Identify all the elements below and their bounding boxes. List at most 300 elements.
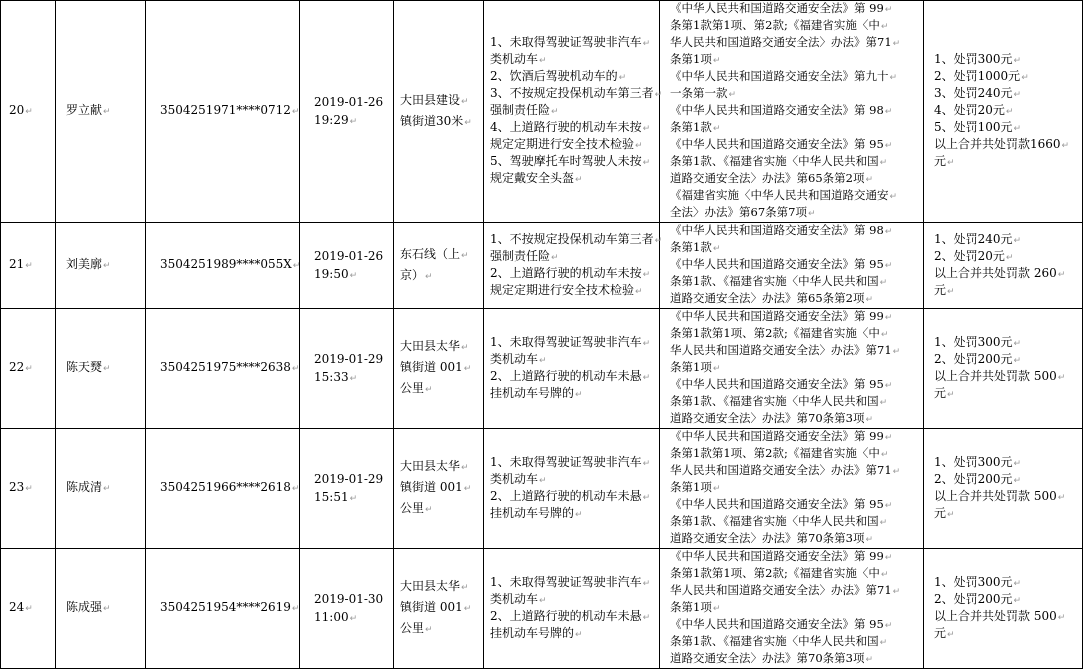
legal-basis-line-text: 条第1款、《福建省实施〈中华人民共和国 (670, 634, 879, 648)
violation-place-line (400, 112, 473, 133)
legal-basis-line-text: 华人民共和国道路交通安全法〉办法》第71 (670, 35, 892, 49)
legal-basis-line-text: 条第1款第1项、第2款;《福建省实施〈中 (670, 326, 880, 340)
legal-basis (660, 223, 924, 309)
paragraph-mark-icon: ↵ (1013, 90, 1022, 100)
violation-acts-line (490, 69, 656, 86)
paragraph-mark-icon: ↵ (884, 553, 893, 563)
violation-acts-line (490, 369, 656, 386)
person-name (56, 1, 146, 223)
violation-acts (484, 429, 660, 549)
penalty-line-text: 2、处罚200元 (934, 591, 1013, 606)
paragraph-mark-icon: ↵ (884, 381, 893, 391)
paragraph-mark-icon: ↵ (291, 107, 300, 117)
violation-clock-line (314, 111, 390, 131)
violation-acts-line-text: 挂机动车号牌的 (490, 385, 575, 400)
legal-basis-line (670, 257, 915, 274)
violation-clock-text: 19:50 (314, 266, 349, 281)
paragraph-mark-icon: ↵ (1013, 595, 1022, 606)
penalty-line (934, 369, 1079, 386)
paragraph-mark-icon: ↵ (865, 175, 873, 185)
violation-acts-line (490, 35, 656, 52)
paragraph-mark-icon: ↵ (25, 604, 33, 614)
legal-basis-line (670, 480, 915, 497)
paragraph-mark-icon: ↵ (884, 5, 893, 15)
paragraph-mark-icon: ↵ (25, 107, 33, 117)
penalty-line-text: 1、处罚300元 (934, 334, 1013, 349)
penalty (924, 309, 1083, 429)
row-number-text: 21 (9, 257, 25, 271)
paragraph-mark-icon: ↵ (642, 612, 651, 623)
paragraph-mark-icon: ↵ (618, 73, 627, 83)
penalty-line (934, 120, 1079, 137)
violation-acts-line (490, 137, 656, 154)
penalty-line-text: 5、处罚100元 (934, 120, 1013, 134)
paragraph-mark-icon: ↵ (712, 124, 721, 134)
legal-basis-line-text: 道路交通安全法〉办法》第65条第2项 (670, 171, 865, 185)
paragraph-mark-icon: ↵ (425, 271, 433, 282)
violation-date-text: 2019-01-26 (314, 248, 384, 263)
paragraph-mark-icon: ↵ (728, 90, 737, 100)
paragraph-mark-icon: ↵ (712, 244, 721, 254)
paragraph-mark-icon: ↵ (463, 364, 472, 374)
penalty-line-text: 以上合并共处罚款 500 (934, 488, 1057, 503)
paragraph-mark-icon: ↵ (892, 467, 901, 477)
table-row (1, 223, 1083, 309)
legal-basis-line (670, 326, 915, 343)
paragraph-mark-icon: ↵ (807, 209, 816, 219)
person-name (56, 309, 146, 429)
paragraph-mark-icon: ↵ (642, 158, 651, 168)
paragraph-mark-icon: ↵ (880, 22, 889, 32)
paragraph-mark-icon: ↵ (865, 415, 873, 425)
paragraph-mark-icon: ↵ (463, 484, 472, 494)
legal-basis (660, 429, 924, 549)
person-name (56, 223, 146, 309)
paragraph-mark-icon: ↵ (1005, 107, 1014, 117)
penalty-line-text: 1、处罚240元 (934, 231, 1013, 246)
violation-acts-line-text: 挂机动车号牌的 (490, 505, 575, 520)
legal-basis-line-text: 《中华人民共和国道路交通安全法》第 99 (670, 309, 884, 323)
violation-place-line (400, 91, 473, 112)
legal-basis-line-text: 华人民共和国道路交通安全法〉办法》第71 (670, 583, 892, 597)
row-number-text: 24 (9, 600, 25, 614)
paragraph-mark-icon: ↵ (884, 261, 893, 271)
paragraph-mark-icon: ↵ (103, 484, 111, 494)
paragraph-mark-icon: ↵ (1057, 269, 1066, 280)
legal-basis-line (670, 120, 915, 137)
violation-acts-line-text: 强制责任险 (490, 248, 551, 263)
paragraph-mark-icon: ↵ (575, 629, 583, 640)
legal-basis-line (670, 429, 915, 446)
paragraph-mark-icon: ↵ (1061, 141, 1070, 151)
legal-basis-line (670, 1, 915, 18)
legal-basis-line (670, 446, 915, 463)
violation-place-line-text: 京） (400, 267, 425, 282)
paragraph-mark-icon: ↵ (947, 509, 955, 520)
paragraph-mark-icon: ↵ (551, 107, 559, 117)
legal-basis-line (670, 617, 915, 634)
penalty-line (934, 626, 1079, 643)
paragraph-mark-icon: ↵ (642, 338, 651, 349)
violation-place-line (400, 266, 473, 287)
penalty-line-text: 1、处罚300元 (934, 454, 1013, 469)
violation-place (394, 1, 484, 223)
legal-basis-line (670, 52, 915, 69)
violation-place-line (400, 245, 473, 266)
person-name-text: 刘美廓 (66, 257, 103, 271)
id-number-text: 3504251975****2638 (160, 360, 291, 374)
paragraph-mark-icon: ↵ (103, 261, 111, 271)
paragraph-mark-icon: ↵ (103, 604, 111, 614)
penalty-line-text: 1、处罚300元 (934, 574, 1013, 589)
paragraph-mark-icon: ↵ (712, 364, 721, 374)
penalty (924, 429, 1083, 549)
legal-basis-line (670, 205, 915, 222)
violation-acts-line (490, 472, 656, 489)
legal-basis-line (670, 18, 915, 35)
id-number (146, 429, 300, 549)
paragraph-mark-icon: ↵ (575, 509, 583, 520)
id-number (146, 309, 300, 429)
violation-acts-line-text: 1、不按规定投保机动车第三者 (490, 231, 654, 246)
violation-acts (484, 309, 660, 429)
violation-acts-line-text: 类机动车 (490, 471, 539, 486)
paragraph-mark-icon: ↵ (425, 505, 433, 515)
violation-acts-line (490, 52, 656, 69)
violation-acts-line-text: 1、未取得驾驶证驾驶非汽车 (490, 35, 642, 49)
paragraph-mark-icon: ↵ (425, 625, 433, 635)
paragraph-mark-icon: ↵ (1013, 355, 1022, 366)
penalty-line (934, 52, 1079, 69)
paragraph-mark-icon: ↵ (892, 39, 901, 49)
table-row (1, 1, 1083, 223)
violation-time (300, 549, 394, 669)
penalty-line-text: 1、处罚300元 (934, 52, 1013, 66)
id-number (146, 1, 300, 223)
legal-basis-line-text: 《中华人民共和国道路交通安全法》第 95 (670, 257, 884, 271)
violation-acts-line (490, 103, 656, 120)
paragraph-mark-icon: ↵ (291, 364, 300, 374)
penalty-line-text: 2、处罚200元 (934, 351, 1013, 366)
id-number (146, 223, 300, 309)
paragraph-mark-icon: ↵ (879, 278, 888, 288)
penalty-line (934, 489, 1079, 506)
paragraph-mark-icon: ↵ (884, 107, 893, 117)
violation-clock-line (314, 265, 390, 285)
violation-place-line (400, 598, 473, 619)
table-row (1, 429, 1083, 549)
legal-basis-line (670, 188, 915, 205)
penalty-line (934, 232, 1079, 249)
violation-acts-line (490, 283, 656, 300)
legal-basis-line-text: 条第1款、《福建省实施〈中华人民共和国 (670, 274, 879, 288)
paragraph-mark-icon: ↵ (642, 372, 651, 383)
legal-basis (660, 549, 924, 669)
penalty (924, 1, 1083, 223)
legal-basis-line (670, 309, 915, 326)
violation-place-line (400, 457, 473, 478)
paragraph-mark-icon: ↵ (642, 492, 651, 503)
violation-place-line-text: 大田县太华 (400, 339, 461, 353)
legal-basis-line (670, 583, 915, 600)
violation-place-line-text: 公里 (400, 501, 425, 515)
violation-acts-line (490, 352, 656, 369)
violation-acts-line (490, 455, 656, 472)
paragraph-mark-icon: ↵ (884, 501, 893, 511)
legal-basis-line (670, 86, 915, 103)
penalty-line (934, 575, 1079, 592)
legal-basis-line-text: 《中华人民共和国道路交通安全法》第九十 (670, 69, 889, 83)
paragraph-mark-icon: ↵ (879, 518, 888, 528)
penalty (924, 549, 1083, 669)
person-name-text: 陈成强 (66, 600, 103, 614)
penalty-line (934, 455, 1079, 472)
paragraph-mark-icon: ↵ (349, 613, 358, 624)
row-number (1, 309, 56, 429)
paragraph-mark-icon: ↵ (539, 475, 547, 486)
legal-basis-line (670, 651, 915, 668)
violation-acts-line-text: 2、上道路行驶的机动车未悬 (490, 608, 642, 623)
person-name-text: 罗立献 (66, 103, 103, 117)
penalty-line-text: 2、处罚200元 (934, 471, 1013, 486)
person-name (56, 429, 146, 549)
violation-acts-line (490, 626, 656, 643)
paragraph-mark-icon: ↵ (349, 270, 358, 281)
paragraph-mark-icon: ↵ (884, 433, 893, 443)
penalty-line (934, 249, 1079, 266)
paragraph-mark-icon: ↵ (1013, 56, 1022, 66)
violation-acts-line (490, 506, 656, 523)
id-number-text: 3504251989****055X (160, 257, 292, 271)
violation-clock-line (314, 368, 390, 388)
penalty-line-text: 3、处罚240元 (934, 86, 1013, 100)
violation-acts-line-text: 3、不按规定投保机动车第三者 (490, 86, 654, 100)
violation-place-line-text: 镇街道 001 (400, 480, 463, 494)
legal-basis-line-text: 《中华人民共和国道路交通安全法》第 95 (670, 497, 884, 511)
violation-clock-text: 19:29 (314, 112, 349, 127)
paragraph-mark-icon: ↵ (879, 158, 888, 168)
legal-basis-line-text: 条第1款第1项、第2款;《福建省实施〈中 (670, 446, 880, 460)
violation-acts-line (490, 231, 663, 249)
violation-acts-line-text: 规定定期进行安全技术检验 (490, 282, 635, 297)
paragraph-mark-icon: ↵ (947, 629, 955, 640)
penalty-line (934, 609, 1079, 626)
legal-basis-line-text: 《中华人民共和国道路交通安全法》第 98 (670, 103, 884, 117)
legal-basis-line (670, 223, 915, 240)
legal-basis-line (670, 69, 915, 86)
penalty-line (934, 506, 1079, 523)
legal-basis-line-text: 条第1款 (670, 120, 712, 134)
violation-date-text: 2019-01-29 (314, 471, 384, 486)
legal-basis-line (670, 549, 915, 566)
paragraph-mark-icon: ↵ (464, 117, 472, 128)
violation-acts-line (490, 575, 656, 592)
paragraph-mark-icon: ↵ (103, 107, 111, 117)
violation-acts-line-text: 4、上道路行驶的机动车未按 (490, 120, 642, 134)
paragraph-mark-icon: ↵ (463, 604, 472, 614)
legal-basis-line (670, 514, 915, 531)
row-number (1, 1, 56, 223)
paragraph-mark-icon: ↵ (25, 364, 33, 374)
row-number (1, 549, 56, 669)
person-name-text: 陈天燹 (66, 360, 103, 374)
legal-basis-line (670, 377, 915, 394)
paragraph-mark-icon: ↵ (461, 96, 469, 107)
legal-basis-line (670, 566, 915, 583)
table-row (1, 309, 1083, 429)
legal-basis-line-text: 条第1款第1项、第2款;《福建省实施〈中 (670, 566, 880, 580)
paragraph-mark-icon: ↵ (1057, 372, 1066, 383)
id-number (146, 549, 300, 669)
legal-basis-line (670, 394, 915, 411)
penalty-line (934, 69, 1079, 86)
penalty-line (934, 154, 1079, 171)
legal-basis-line-text: 条第1款、《福建省实施〈中华人民共和国 (670, 514, 879, 528)
violation-place (394, 549, 484, 669)
violation-place-line (400, 619, 473, 640)
paragraph-mark-icon: ↵ (892, 347, 901, 357)
row-number-text: 22 (9, 360, 25, 374)
legal-basis-line (670, 274, 915, 291)
paragraph-mark-icon: ↵ (349, 493, 358, 504)
violation-place-line-text: 大田县太华 (400, 459, 461, 473)
violation-acts-line-text: 2、上道路行驶的机动车未悬 (490, 368, 642, 383)
paragraph-mark-icon: ↵ (1013, 458, 1022, 469)
paragraph-mark-icon: ↵ (461, 250, 469, 261)
violation-date-text: 2019-01-26 (314, 94, 384, 109)
paragraph-mark-icon: ↵ (865, 295, 873, 305)
paragraph-mark-icon: ↵ (642, 124, 651, 134)
paragraph-mark-icon: ↵ (1013, 235, 1022, 246)
violation-acts-line-text: 类机动车 (490, 591, 539, 606)
violation-acts-line-text: 强制责任险 (490, 103, 551, 117)
violation-acts-line (490, 266, 656, 283)
id-number-text: 3504251966****2618 (160, 480, 291, 494)
violation-acts-line-text: 2、上道路行驶的机动车未按 (490, 265, 642, 280)
paragraph-mark-icon: ↵ (1057, 612, 1066, 623)
legal-basis (660, 309, 924, 429)
violation-place-line-text: 大田县太华 (400, 579, 461, 593)
paragraph-mark-icon: ↵ (1013, 338, 1022, 349)
legal-basis-line-text: 《中华人民共和国道路交通安全法》第 95 (670, 617, 884, 631)
penalty-line-text: 以上合并共处罚款1660 (934, 137, 1061, 151)
paragraph-mark-icon: ↵ (947, 158, 955, 168)
violation-acts (484, 1, 663, 223)
penalty-line-text: 元 (934, 385, 947, 400)
legal-basis-line (670, 411, 915, 428)
legal-basis-line-text: 条第1项 (670, 600, 712, 614)
violation-acts-line-text: 规定戴安全头盔 (490, 171, 575, 185)
penalty-line (934, 335, 1079, 352)
paragraph-mark-icon: ↵ (539, 355, 547, 366)
paragraph-mark-icon: ↵ (461, 343, 469, 353)
legal-basis-line (670, 103, 915, 120)
legal-basis-line-text: 《中华人民共和国道路交通安全法》第 98 (670, 223, 884, 237)
paragraph-mark-icon: ↵ (425, 385, 433, 395)
legal-basis-line (670, 171, 915, 188)
violation-time (300, 223, 394, 309)
violation-acts-line-text: 规定定期进行安全技术检验 (490, 137, 635, 151)
paragraph-mark-icon: ↵ (947, 286, 955, 297)
paragraph-mark-icon: ↵ (880, 330, 889, 340)
violation-place-line (400, 358, 473, 379)
paragraph-mark-icon: ↵ (635, 141, 643, 151)
penalty-line-text: 以上合并共处罚款 500 (934, 608, 1057, 623)
violation-acts-line (490, 609, 656, 626)
legal-basis-line (670, 463, 915, 480)
violation-place-line-text: 镇街道 001 (400, 600, 463, 614)
violation-acts-line-text: 1、未取得驾驶证驾驶非汽车 (490, 574, 642, 589)
penalty-line (934, 592, 1079, 609)
penalty-line (934, 137, 1079, 154)
legal-basis-line-text: 全法〉办法》第67条第7项 (670, 205, 807, 219)
legal-basis-line-text: 条第1款、《福建省实施〈中华人民共和国 (670, 394, 879, 408)
person-name-text: 陈成清 (66, 480, 103, 494)
violation-place-line (400, 577, 473, 598)
penalty-line (934, 352, 1079, 369)
legal-basis-line (670, 360, 915, 377)
legal-basis-line-text: 《福建省实施〈中华人民共和国道路交通安 (670, 188, 889, 202)
penalty-line (934, 103, 1079, 120)
paragraph-mark-icon: ↵ (349, 373, 358, 384)
legal-basis-line-text: 条第1项 (670, 480, 712, 494)
legal-basis-line-text: 《中华人民共和国道路交通安全法》第 99 (670, 1, 884, 15)
penalty-line-text: 元 (934, 282, 947, 297)
legal-basis-line-text: 条第1项 (670, 52, 712, 66)
paragraph-mark-icon: ↵ (880, 450, 889, 460)
legal-basis-line-text: 一条第一款 (670, 86, 728, 100)
legal-basis-line-text: 道路交通安全法〉办法》第70条第3项 (670, 531, 865, 545)
violation-place-line (400, 379, 473, 400)
table-body (1, 1, 1083, 669)
row-number (1, 223, 56, 309)
legal-basis-line (670, 497, 915, 514)
violation-place-line-text: 东石线（上 (400, 246, 461, 261)
violation-clock-text: 15:33 (314, 369, 349, 384)
penalty-line-text: 元 (934, 625, 947, 640)
row-number (1, 429, 56, 549)
violation-place (394, 429, 484, 549)
violation-clock-text: 15:51 (314, 489, 349, 504)
row-number-text: 23 (9, 480, 25, 494)
paragraph-mark-icon: ↵ (349, 116, 358, 127)
paragraph-mark-icon: ↵ (712, 604, 721, 614)
paragraph-mark-icon: ↵ (642, 269, 651, 280)
violation-acts-line-text: 2、饮酒后驾驶机动车的 (490, 69, 618, 83)
violation-acts-line-text: 5、驾驶摩托车时驾驶人未按 (490, 154, 642, 168)
penalty-line-text: 元 (934, 505, 947, 520)
paragraph-mark-icon: ↵ (880, 570, 889, 580)
violation-place (394, 223, 484, 309)
penalty-line (934, 283, 1079, 300)
violation-acts-line-text: 类机动车 (490, 52, 539, 66)
paragraph-mark-icon: ↵ (892, 587, 901, 597)
paragraph-mark-icon: ↵ (654, 90, 663, 100)
paragraph-mark-icon: ↵ (889, 192, 898, 202)
row-number-text: 20 (9, 103, 25, 117)
violation-acts-line-text: 1、未取得驾驶证驾驶非汽车 (490, 454, 642, 469)
legal-basis-line (670, 35, 915, 52)
violation-time (300, 309, 394, 429)
violation-acts-line (490, 120, 656, 137)
paragraph-mark-icon: ↵ (879, 638, 888, 648)
paragraph-mark-icon: ↵ (865, 535, 873, 545)
penalty-line (934, 472, 1079, 489)
paragraph-mark-icon: ↵ (712, 484, 721, 494)
violation-acts (484, 549, 660, 669)
legal-basis-line (670, 154, 915, 171)
violation-place-line (400, 337, 473, 358)
